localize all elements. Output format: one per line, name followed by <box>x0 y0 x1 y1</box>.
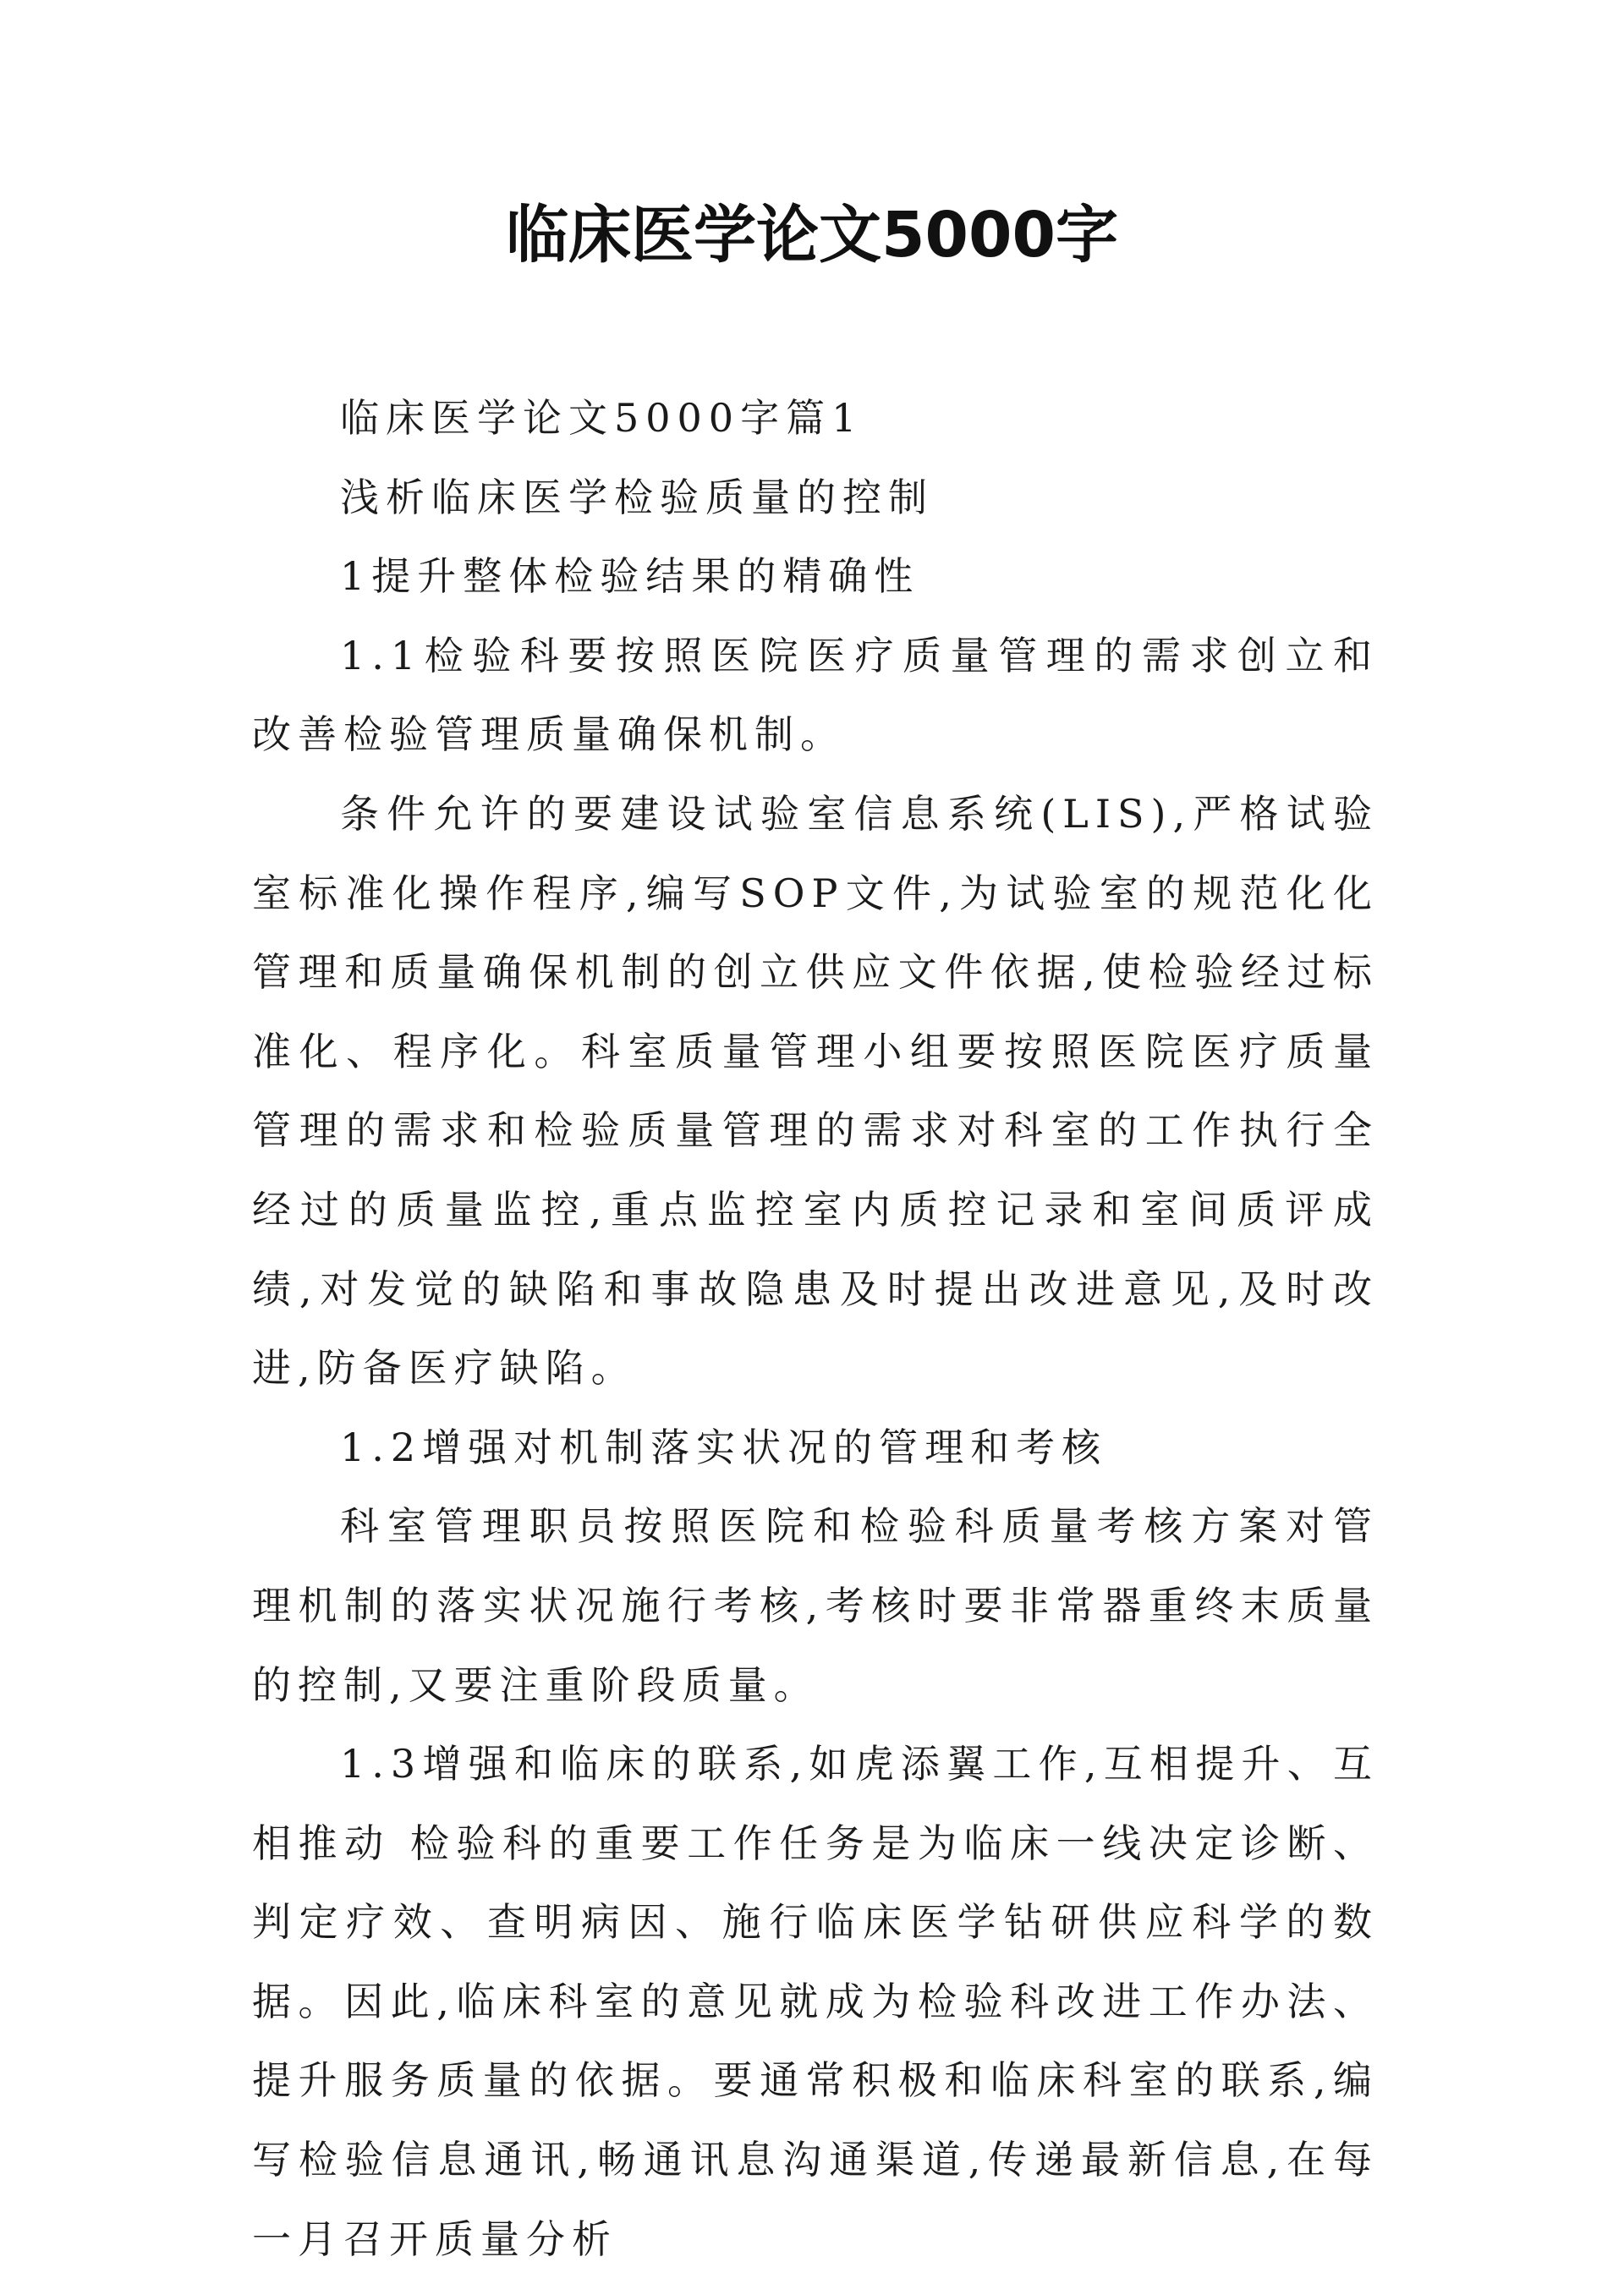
paragraph-lis: 条件允许的要建设试验室信息系统(LIS),严格试验室标准化操作程序,编写SOP文件,为试验室的规范化化管理和质量确保机制的创立供应文件依据,使检验经过标准化、程序化。科室质量管理小组要按照医院医疗质量管理的需求和检验质量管理的需求对科室的工作执行全经过的质量监控,重点监控室内质控记录和室间质评成绩,对发觉的缺陷和事故隐患及时提出改进意见,及时改进,防备医疗缺陷。 <box>252 790 1379 1392</box>
paragraph-1-3: 1.3增强和临床的联系,如虎添翼工作,互相提升、互相推动 检验科的重要工作任务是为临床一线决定诊断、判定疗效、查明病因、施行临床医学钻研供应科学的数据。因此,临床科室的意见就成为检验科改进工作办法、提升服务质量的依据。要通常积极和临床科室的联系,编写检验信息通讯,畅通讯息沟通渠道,传递最新信息,在每一月召开质量分析 <box>252 1741 1379 2262</box>
document-title: 临床医学论文5000字 <box>506 199 1118 272</box>
paragraph-heading-1: 1提升整体检验结果的精确性 <box>340 553 920 600</box>
paragraph-section-heading: 临床医学论文5000字篇1 <box>340 395 864 441</box>
paragraph-assessment: 科室管理职员按照医院和检验科质量考核方案对管理机制的落实状况施行考核,考核时要非常器重终末质量的控制,又要注重阶段质量。 <box>252 1503 1379 1708</box>
paragraph-article-title: 浅析临床医学检验质量的控制 <box>340 474 934 520</box>
document-body <box>252 379 1379 2279</box>
paragraph-1-1: 1.1检验科要按照医院医疗质量管理的需求创立和改善检验管理质量确保机制。 <box>252 632 1379 758</box>
paragraph-heading-1-2: 1.2增强对机制落实状况的管理和考核 <box>340 1424 1108 1470</box>
